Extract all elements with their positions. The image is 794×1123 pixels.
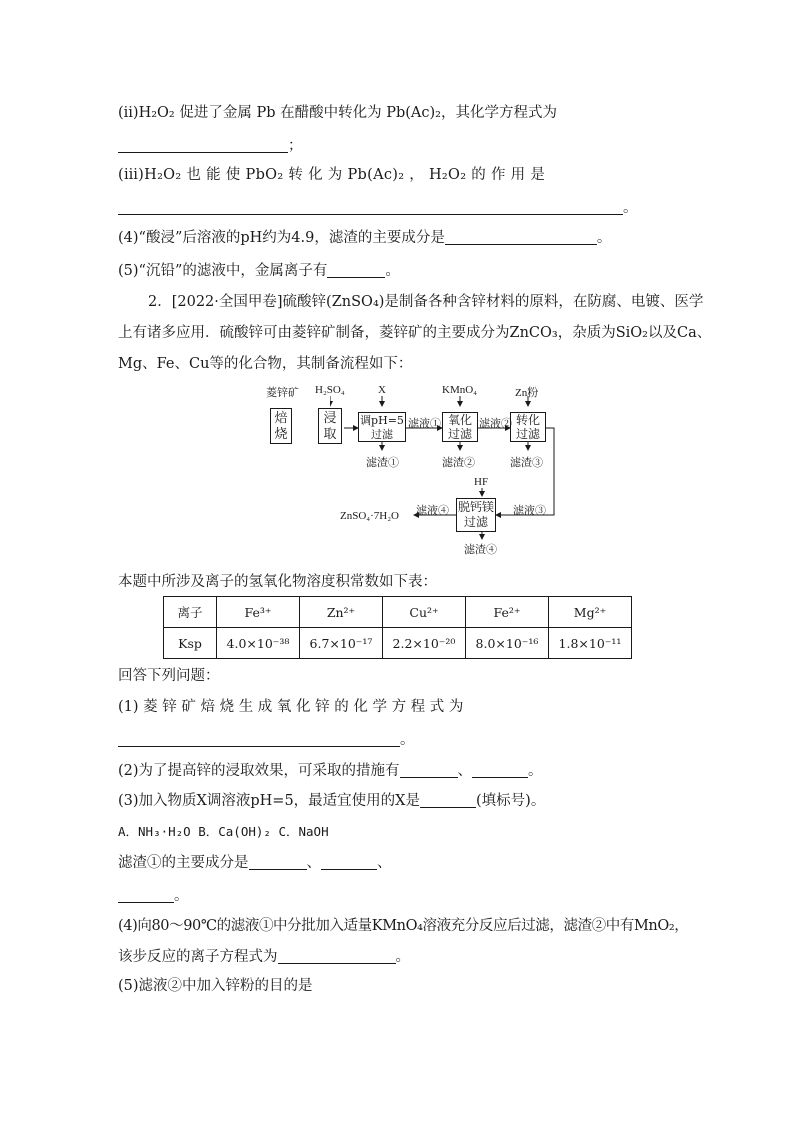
table-intro: 本题中所涉及离子的氢氧化物溶度积常数如下表： (118, 574, 437, 590)
residue-1: 滤渣① (366, 457, 399, 469)
table-header-cell: Mg²⁺ (549, 597, 632, 628)
answer-blank[interactable] (118, 731, 400, 747)
table-cell: 8.0×10⁻¹⁶ (466, 628, 549, 659)
answer-blank[interactable] (327, 262, 385, 278)
product-znso4: ZnSO₄·7H₂O (340, 510, 400, 522)
question-ii-text: (ⅱ)H₂O₂ 促进了金属 Pb 在醋酸中转化为 Pb(Ac)₂，其化学方程式为 (118, 105, 557, 121)
ksp-table (163, 596, 632, 659)
table-cell: 6.7×10⁻¹⁷ (300, 628, 383, 659)
table-cell: 4.0×10⁻³⁸ (217, 628, 300, 659)
p2-question-1-answer-line: 。 (118, 730, 415, 750)
table-cell: Ksp (164, 628, 217, 659)
answer-prompt: 回答下列问题： (118, 668, 220, 684)
answer-blank[interactable] (278, 948, 396, 964)
input-ore: 菱锌矿 (266, 387, 299, 399)
answer-blank[interactable] (249, 854, 307, 870)
step-decalcium-magnesium-filter: 脱钙镁 过滤 (456, 498, 496, 532)
p2-question-2: (2)为了提高锌的浸取效果，可采取的措施有 、 。 (118, 763, 543, 779)
answer-blank[interactable] (420, 792, 476, 808)
input-x: X (378, 384, 386, 396)
table-header-cell: Fe³⁺ (217, 597, 300, 628)
filtrate-2: 滤液② (479, 418, 512, 430)
p2-question-3-options: A．NH₃·H₂O B．Ca(OH)₂ C．NaOH (118, 824, 329, 839)
input-zn-powder: Zn粉 (515, 387, 539, 399)
answer-blank[interactable] (445, 229, 597, 245)
input-kmno4: KMnO₄ (442, 384, 478, 396)
answer-blank[interactable] (118, 137, 288, 153)
input-h2so4: H₂SO₄ (315, 384, 345, 396)
table-header-cell: Fe²⁺ (466, 597, 549, 628)
step-roasting: 焙 烧 (270, 408, 292, 444)
filtrate-4: 滤液④ (416, 505, 449, 517)
question-iii-answer-line: 。 (118, 198, 638, 218)
answer-blank[interactable] (472, 762, 528, 778)
p2-residue-question: 滤渣①的主要成分是 、 、 (118, 855, 392, 871)
question-ii (118, 103, 676, 123)
input-hf: HF (474, 476, 489, 488)
answer-blank[interactable] (118, 887, 174, 903)
residue-4: 滤渣④ (464, 544, 497, 556)
step-adjust-ph-filter: 调pH=5 过滤 (358, 412, 406, 442)
question-iii (118, 165, 545, 185)
table-header-cell: 离子 (164, 597, 217, 628)
problem-2-line-3: Mg、Fe、Cu等的化合物，其制备流程如下： (118, 356, 413, 372)
table-row (164, 628, 632, 659)
step-oxidation-filter: 氧化 过滤 (442, 412, 478, 442)
question-iii-text: (ⅲ)H₂O₂ 也 能 使 PbO₂ 转 化 为 Pb(Ac)₂ ， H₂O₂ 的 作 用 是 (118, 167, 546, 183)
table-header-cell: Zn²⁺ (300, 597, 383, 628)
p2-question-1: (1) 菱 锌 矿 焙 烧 生 成 氧 化 锌 的 化 学 方 程 式 为 (118, 699, 464, 715)
table-header-cell: Cu²⁺ (383, 597, 466, 628)
question-ii-answer-line: ； (118, 136, 303, 156)
answer-blank[interactable] (118, 199, 623, 215)
table-cell: 1.8×10⁻¹¹ (549, 628, 632, 659)
table-cell: 2.2×10⁻²⁰ (383, 628, 466, 659)
filtrate-3: 滤液③ (513, 505, 546, 517)
answer-blank[interactable] (400, 762, 458, 778)
residue-3: 滤渣③ (510, 457, 543, 469)
question-4: (4)“酸浸”后溶液的pH约为4.9，滤渣的主要成分是 。 (118, 230, 612, 246)
step-conversion-filter: 转化 过滤 (510, 412, 546, 442)
filtrate-1: 滤液① (408, 418, 441, 430)
p2-question-4-line-2: 该步反应的离子方程式为 。 (118, 949, 410, 965)
problem-2-line-2: 上有诸多应用．硫酸锌可由菱锌矿制备，菱锌矿的主要成分为ZnCO₃，杂质为SiO₂以及Ca、 (118, 325, 712, 341)
residue-2: 滤渣② (442, 457, 475, 469)
question-5: (5)“沉铅”的滤液中，金属离子有 。 (118, 263, 400, 279)
p2-question-4: (4)向80～90℃的滤液①中分批加入适量KMnO₄溶液充分反应后过滤，滤渣②中有MnO₂， (118, 918, 689, 934)
step-leaching: 浸 取 (318, 408, 342, 444)
problem-2-line-1: 2．[2022·全国甲卷]硫酸锌(ZnSO₄)是制备各种含锌材料的原料，在防腐、电镀、医学 (148, 294, 704, 310)
p2-residue-answer-line: 。 (118, 886, 189, 906)
process-flowchart (266, 382, 570, 557)
p2-question-5: (5)滤液②中加入锌粉的目的是 (118, 978, 313, 994)
answer-blank[interactable] (321, 854, 377, 870)
p2-question-3: (3)加入物质X调溶液pH=5，最适宜使用的X是 (填标号)。 (118, 793, 546, 809)
table-header-row (164, 597, 632, 628)
